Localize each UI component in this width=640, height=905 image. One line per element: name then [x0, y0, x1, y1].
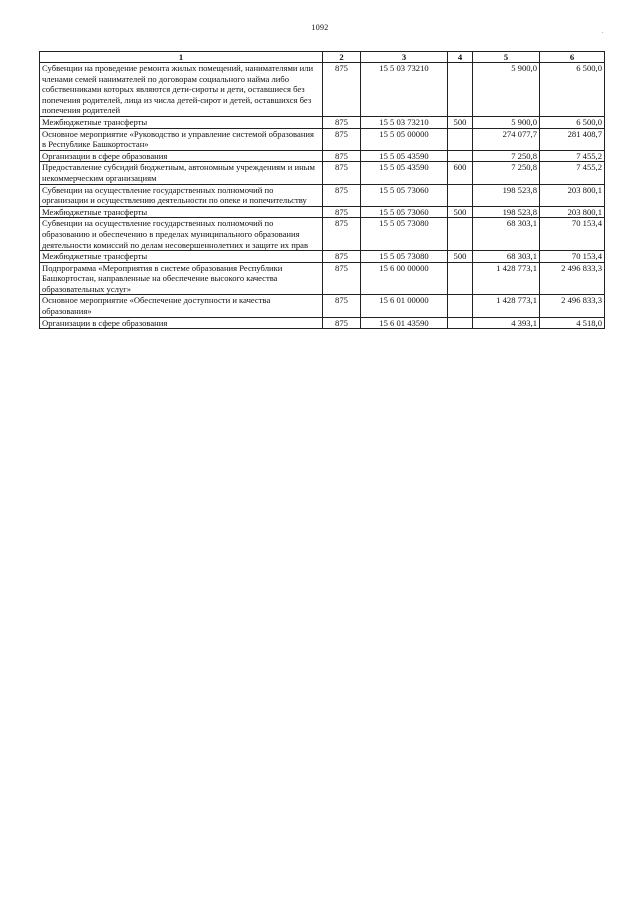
row-csr-cell: 15 5 03 73210 — [361, 116, 448, 128]
row-vr-cell: 500 — [448, 206, 473, 218]
row-amount-y1-cell: 68 303,1 — [473, 251, 540, 263]
row-vr-cell — [448, 295, 473, 317]
row-amount-y2-cell: 281 408,7 — [540, 128, 605, 150]
header-col-1: 1 — [40, 52, 323, 63]
row-csr-cell: 15 5 05 43590 — [361, 150, 448, 162]
row-name-cell: Межбюджетные трансферты — [40, 116, 323, 128]
budget-table — [39, 51, 605, 329]
row-ved-cell: 875 — [323, 162, 361, 184]
row-name-cell: Основное мероприятие «Руководство и управление системой образования в Республике Башкортостан» — [40, 128, 323, 150]
row-ved-cell: 875 — [323, 116, 361, 128]
row-amount-y1-cell: 198 523,8 — [473, 206, 540, 218]
row-amount-y2-cell: 7 455,2 — [540, 150, 605, 162]
row-amount-y2-cell: 70 153,4 — [540, 251, 605, 263]
row-amount-y2-cell: 2 496 833,3 — [540, 262, 605, 295]
row-ved-cell: 875 — [323, 150, 361, 162]
row-vr-cell — [448, 184, 473, 206]
row-ved-cell: 875 — [323, 262, 361, 295]
table-row — [40, 317, 605, 329]
table-row — [40, 184, 605, 206]
header-col-5: 5 — [473, 52, 540, 63]
row-vr-cell: 500 — [448, 116, 473, 128]
row-csr-cell: 15 5 05 73060 — [361, 206, 448, 218]
header-col-6: 6 — [540, 52, 605, 63]
row-name-cell: Предоставление субсидий бюджетным, автономным учреждениям и иным некоммерческим организациям — [40, 162, 323, 184]
row-name-cell: Подпрограмма «Мероприятия в системе образования Республики Башкортостан, направленные на обеспечение высокого качества образовательных услуг» — [40, 262, 323, 295]
table-row — [40, 262, 605, 295]
table-row — [40, 218, 605, 251]
table-body — [40, 63, 605, 329]
row-amount-y1-cell: 7 250,8 — [473, 162, 540, 184]
row-csr-cell: 15 6 01 00000 — [361, 295, 448, 317]
row-name-cell: Субвенции на проведение ремонта жилых помещений, нанимателями или членами семей нанимателей по договорам социального найма либо собственниками которых являются дети-сироты и дети, оставшиеся без попечения родителей, лица из числа детей-сирот и детей, оставшихся без попечения родителей — [40, 63, 323, 117]
row-name-cell: Межбюджетные трансферты — [40, 206, 323, 218]
row-ved-cell: 875 — [323, 317, 361, 329]
row-csr-cell: 15 6 01 43590 — [361, 317, 448, 329]
row-ved-cell: 875 — [323, 184, 361, 206]
header-row — [40, 52, 605, 63]
row-amount-y2-cell: 203 800,1 — [540, 184, 605, 206]
table-row — [40, 150, 605, 162]
row-vr-cell — [448, 63, 473, 117]
row-csr-cell: 15 5 03 73210 — [361, 63, 448, 117]
row-amount-y1-cell: 68 303,1 — [473, 218, 540, 251]
row-name-cell: Межбюджетные трансферты — [40, 251, 323, 263]
row-csr-cell: 15 5 05 00000 — [361, 128, 448, 150]
row-amount-y1-cell: 198 523,8 — [473, 184, 540, 206]
page-number: 1092 — [311, 23, 329, 32]
row-amount-y2-cell: 6 500,0 — [540, 116, 605, 128]
row-csr-cell: 15 6 00 00000 — [361, 262, 448, 295]
row-name-cell: Организации в сфере образования — [40, 317, 323, 329]
row-amount-y2-cell: 6 500,0 — [540, 63, 605, 117]
table-header — [40, 52, 605, 63]
header-col-3: 3 — [361, 52, 448, 63]
row-csr-cell: 15 5 05 73080 — [361, 218, 448, 251]
row-amount-y2-cell: 2 496 833,3 — [540, 295, 605, 317]
table-row — [40, 162, 605, 184]
row-amount-y1-cell: 1 428 773,1 — [473, 295, 540, 317]
table-row — [40, 128, 605, 150]
row-ved-cell: 875 — [323, 251, 361, 263]
row-amount-y2-cell: 203 800,1 — [540, 206, 605, 218]
header-col-4: 4 — [448, 52, 473, 63]
row-amount-y1-cell: 1 428 773,1 — [473, 262, 540, 295]
row-ved-cell: 875 — [323, 63, 361, 117]
row-vr-cell: 500 — [448, 251, 473, 263]
table-row — [40, 251, 605, 263]
row-ved-cell: 875 — [323, 128, 361, 150]
row-csr-cell: 15 5 05 73060 — [361, 184, 448, 206]
header-col-2: 2 — [323, 52, 361, 63]
table-row — [40, 63, 605, 117]
row-vr-cell — [448, 262, 473, 295]
corner-mark: . — [602, 29, 604, 35]
row-name-cell: Основное мероприятие «Обеспечение доступности и качества образования» — [40, 295, 323, 317]
row-vr-cell — [448, 317, 473, 329]
row-amount-y2-cell: 7 455,2 — [540, 162, 605, 184]
row-amount-y1-cell: 5 900,0 — [473, 116, 540, 128]
row-amount-y2-cell: 4 518,0 — [540, 317, 605, 329]
row-amount-y1-cell: 7 250,8 — [473, 150, 540, 162]
row-vr-cell — [448, 128, 473, 150]
row-name-cell: Субвенции на осуществление государственных полномочий по организации и осуществлению деятельности по опеке и попечительству — [40, 184, 323, 206]
row-ved-cell: 875 — [323, 295, 361, 317]
table-row — [40, 116, 605, 128]
row-amount-y1-cell: 274 077,7 — [473, 128, 540, 150]
row-vr-cell: 600 — [448, 162, 473, 184]
row-vr-cell — [448, 150, 473, 162]
row-name-cell: Организации в сфере образования — [40, 150, 323, 162]
row-csr-cell: 15 5 05 43590 — [361, 162, 448, 184]
table-row — [40, 206, 605, 218]
row-vr-cell — [448, 218, 473, 251]
row-amount-y2-cell: 70 153,4 — [540, 218, 605, 251]
row-ved-cell: 875 — [323, 218, 361, 251]
row-ved-cell: 875 — [323, 206, 361, 218]
table-row — [40, 295, 605, 317]
row-name-cell: Субвенции на осуществление государственных полномочий по образованию и обеспечению в пределах муниципального образования деятельности комиссий по делам несовершеннолетних и защите их прав — [40, 218, 323, 251]
row-csr-cell: 15 5 05 73080 — [361, 251, 448, 263]
row-amount-y1-cell: 5 900,0 — [473, 63, 540, 117]
row-amount-y1-cell: 4 393,1 — [473, 317, 540, 329]
